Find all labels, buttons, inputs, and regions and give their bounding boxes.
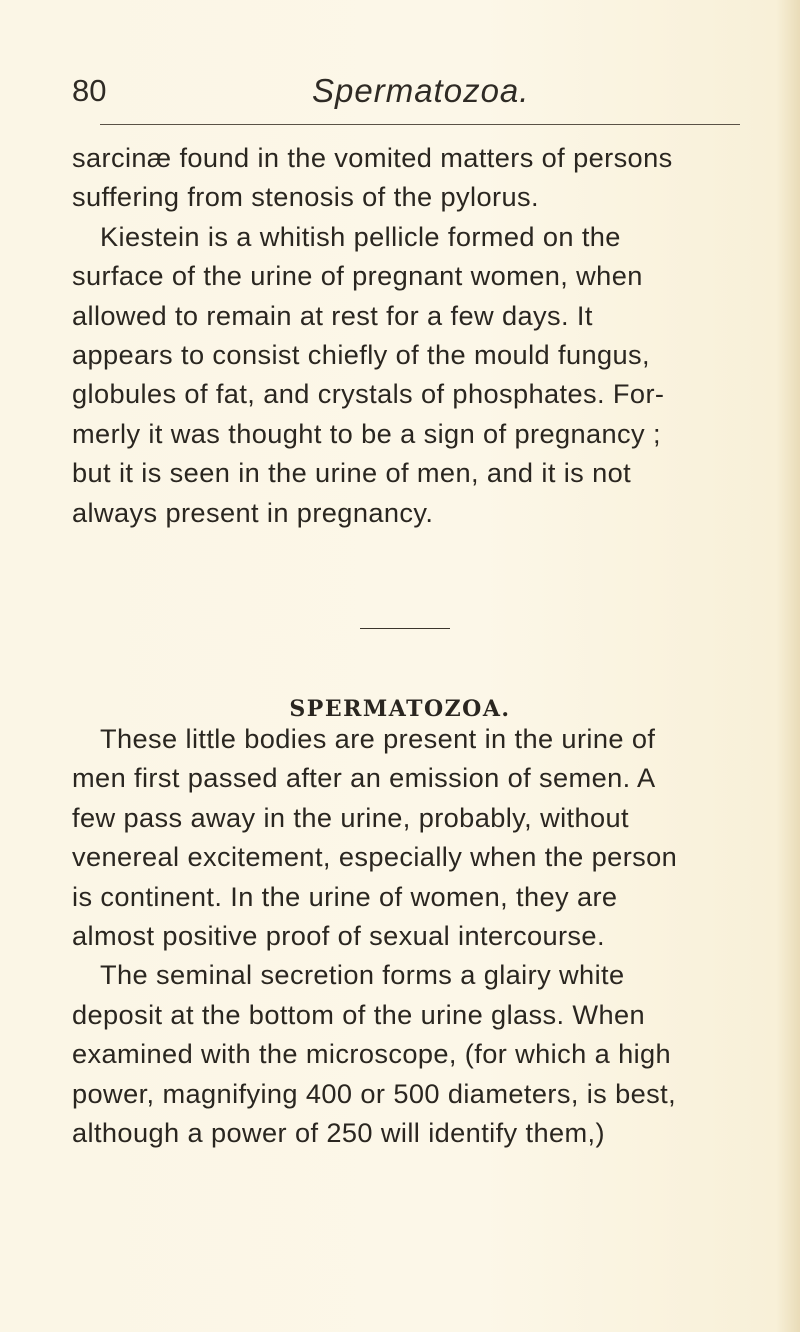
section-heading: SPERMATOZOA. bbox=[289, 696, 511, 722]
running-title: Spermatozoa. bbox=[312, 72, 530, 109]
text-line: is continent. In the urine of women, they are bbox=[72, 880, 618, 912]
text-line: globules of fat, and crystals of phosphates. For- bbox=[72, 378, 665, 410]
text-line: merly it was thought to be a sign of pregnancy ; bbox=[72, 417, 661, 449]
page-header bbox=[0, 66, 800, 116]
text-line: always present in pregnancy. bbox=[72, 496, 434, 528]
paragraph-spermatozoa-intro bbox=[72, 719, 772, 955]
text-line: sarcinæ found in the vomited matters of persons bbox=[72, 142, 673, 173]
text-line: venereal excitement, especially when the person bbox=[72, 841, 678, 873]
paragraph-sarcinae bbox=[72, 138, 772, 217]
header-rule bbox=[100, 124, 740, 125]
page-number: 80 bbox=[72, 73, 107, 108]
paragraph-kiestein bbox=[72, 217, 772, 532]
text-line: few pass away in the urine, probably, without bbox=[72, 801, 630, 833]
text-block-bottom bbox=[72, 719, 772, 1152]
text-line: Kiestein is a whitish pellicle formed on the bbox=[100, 220, 621, 252]
text-line: almost positive proof of sexual intercourse. bbox=[72, 920, 605, 952]
text-line: The seminal secretion forms a glairy white bbox=[100, 959, 625, 991]
text-line: suffering from stenosis of the pylorus. bbox=[72, 181, 539, 213]
text-line: although a power of 250 will identify them,) bbox=[72, 1117, 605, 1149]
text-line: appears to consist chiefly of the mould fungus, bbox=[72, 339, 650, 371]
text-line: allowed to remain at rest for a few days. It bbox=[72, 299, 593, 331]
text-line: surface of the urine of pregnant women, when bbox=[72, 260, 643, 292]
text-line: men first passed after an emission of semen. A bbox=[72, 762, 656, 794]
text-block-top bbox=[72, 138, 772, 532]
paragraph-seminal-secretion bbox=[72, 955, 772, 1152]
text-line: examined with the microscope, (for which a high bbox=[72, 1038, 672, 1070]
text-line: deposit at the bottom of the urine glass. When bbox=[72, 998, 646, 1030]
text-line: power, magnifying 400 or 500 diameters, is best, bbox=[72, 1077, 677, 1109]
text-line: These little bodies are present in the urine of bbox=[100, 723, 656, 754]
section-divider bbox=[360, 628, 450, 629]
text-line: but it is seen in the urine of men, and it is not bbox=[72, 457, 632, 489]
